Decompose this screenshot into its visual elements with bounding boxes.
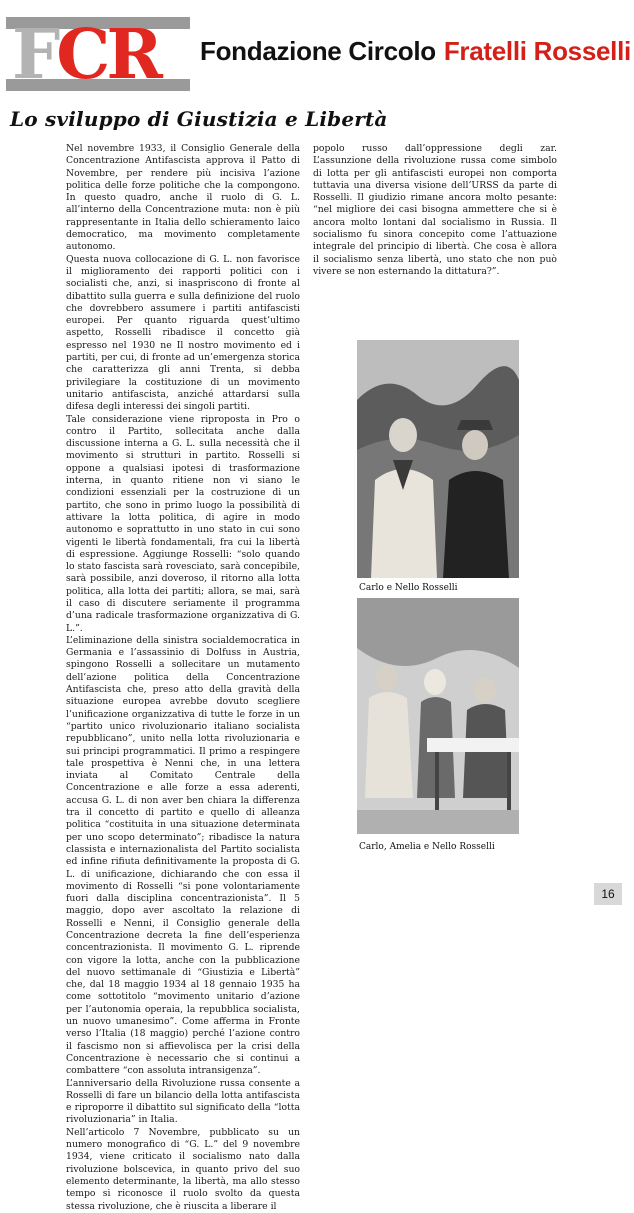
photo-carlo-nello (357, 340, 519, 578)
article-headline: Lo sviluppo di Giustizia e Libertà (10, 107, 388, 131)
photo-caption: Carlo, Amelia e Nello Rosselli (359, 842, 495, 852)
logo-letters: FCR (12, 15, 159, 95)
paragraph: Nel novembre 1933, il Consiglio Generale della Concentrazione Antifascista approva il Patto di Novembre, per rendere più incisiva l’azione politica delle forze politiche che la compongono. In questo quadro, anche il ruolo di G. L. all’interno della Concentrazione muta: non è più rappresentante in Italia dello schieramento laico democratico, ma movimento completamente autonomo. (66, 143, 300, 253)
article-column-right (313, 143, 557, 278)
article-column-left (66, 143, 300, 1213)
foundation-title-part1: Fondazione Circolo (200, 36, 436, 66)
paragraph: Questa nuova collocazione di G. L. non favorisce il miglioramento dei rapporti politici con i socialisti che, anzi, si inaspriscono di fronte al dibattito sulla guerra e sulla definizione del ruolo che dovrebbero assumere i partiti antifascisti europei. Per quanto riguarda quest’ultimo aspetto, Rosselli ribadisce il concetto già espresso nel 1930 ne Il nostro movimento ed i partiti, per cui, di fronte ad un’emergenza storica che caratterizza gli anni Trenta, si debba privilegiare la costituzione di un movimento unitario antifascista, anziché attardarsi sulla difesa degli interessi dei singoli partiti. (66, 253, 300, 413)
page-header (0, 0, 634, 95)
paragraph: Nell’articolo 7 Novembre, pubblicato su un numero monografico di “G. L.” del 9 novembre 1934, viene criticato il socialismo nato dalla rivoluzione bolscevica, in quanto privo del suo elemento determinante, la libertà, ma allo stesso tempo si riconosce il ruolo svolto da questa stessa rivoluzione, che è riuscita a liberare il (66, 1126, 300, 1212)
photo-carlo-nello-image (357, 340, 519, 578)
paragraph: popolo russo dall’oppressione degli zar. L’assunzione della rivoluzione russa come simbolo di lotta per gli antifascisti europei non comporta tuttavia una diversa visione dell’URSS da parte di Rosselli. Il giudizio rimane ancora molto pesante: “nel migliore dei casi bisogna ammettere che si è ancora molto lontani dal socialismo in Russia. Il socialismo fu sinora concepito come l’attuazione integrale del principio di libertà. Che cosa è allora il socialismo senza libertà, uno stato che non può vivere se non esternando la dittatura?”. (313, 143, 557, 277)
photo-caption: Carlo e Nello Rosselli (359, 583, 458, 593)
foundation-title-part2: Fratelli Rosselli (443, 36, 631, 66)
foundation-title (200, 36, 631, 67)
page-number: 16 (594, 883, 622, 905)
fcr-logo (6, 15, 190, 95)
photo-carlo-amelia-nello-image (357, 598, 519, 834)
paragraph: L’eliminazione della sinistra socialdemocratica in Germania e l’assassinio di Dolfuss in Austria, spingono Rosselli a sollecitare un mutamento dell’azione politica della Concentrazione Antifascista che, preso atto della gravità della situazione europea avrebbe dovuto scegliere l’unificazione organizzativa di tutte le forze in un “partito unico rivoluzionario italiano socialista repubblicano”, unito nella lotta rivoluzionaria e sui principi programmatici. Il primo a respingere tale prospettiva è Nenni che, in una lettera inviata al Comitato Centrale della Concentrazione e alle forze a essa aderenti, accusa G. L. di non aver ben chiara la differenza tra il concetto di partito e quello di alleanza politica “costituita in una situazione determinata per uno scopo determinato”; ribadisce la natura classista e internazionalista del Partito socialista ed infine rifiuta definitivamente la proposta di G. L. di unificazione, dichiarando che con essa il movimento di Rosselli “si pone volontariamente fuori dalla disciplina concentrazionista”. Il 5 maggio, dopo aver ascoltato la relazione di Rosselli e Nenni, il Consiglio generale della Concentrazione decreta la fine dell’esperienza concentrazionista. Il movimento G. L. riprende con vigore la lotta, anche con la pubblicazione del nuovo settimanale di “Giustizia e Libertà” che, dal 18 maggio 1934 al 18 gennaio 1935 ha come sottotitolo “movimento unitario d’azione per l’autonomia operaia, la repubblica socialista, un nuovo umanesimo”. Come afferma in Fronte verso l’Italia (18 maggio) perché l’azione contro il fascismo non si affievolisca per la crisi della Concentrazione è necessario che si continui a combattere “con assoluta intransigenza”. (66, 634, 300, 1077)
photo-carlo-amelia-nello (357, 598, 519, 834)
paragraph: L’anniversario della Rivoluzione russa consente a Rosselli di fare un bilancio della lotta antifascista e riproporre il dibattito sul significato della “lotta rivoluzionaria” in Italia. (66, 1077, 300, 1126)
paragraph: Tale considerazione viene riproposta in Pro o contro il Partito, sollecitata anche dalla discussione interna a G. L. sulla necessità che il movimento si strutturi in partito. Rosselli si oppone a qualsiasi ipotesi di trasformazione interna, in quanto ritiene non vi siano le condizioni essenziali per la costruzione di un partito, che sono in primo luogo la possibilità di attivare la lotta politica, di agire in modo autonomo e soprattutto in uno stato in cui sono vigenti le libertà fondamentali, fra cui la libertà di espressione. Aggiunge Rosselli: “solo quando lo stato fascista sarà rovesciato, sarà concepibile, sarà possibile, anzi doveroso, il ritorno alla lotta politica, alla lotta dei partiti; allora, se mai, sarà il caso di discutere seriamente il programma d’una radicale trasformazione organizzativa di G. L.”. (66, 413, 300, 634)
